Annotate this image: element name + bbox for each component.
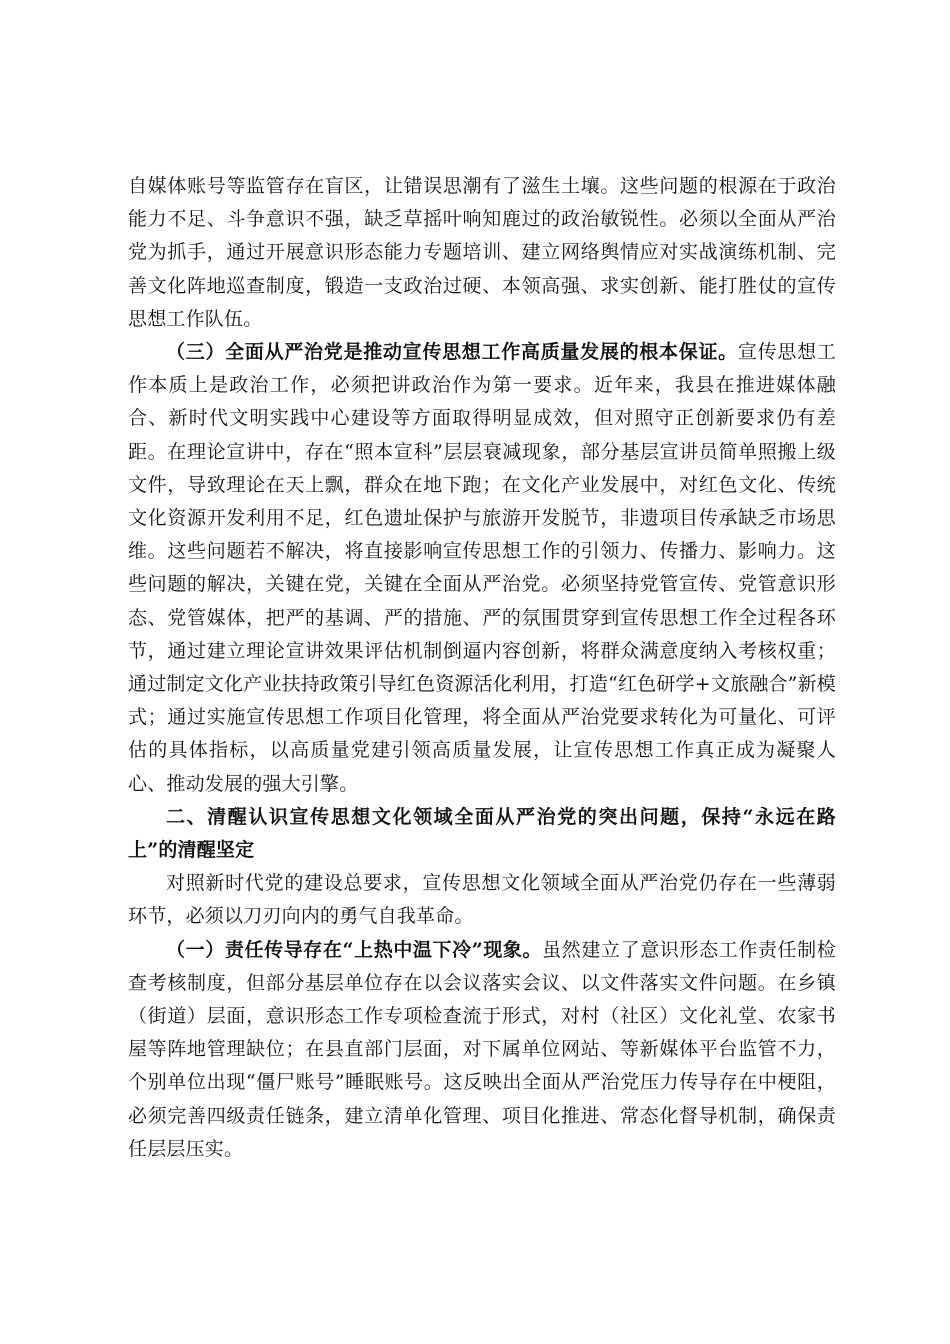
paragraph-section-three: [128, 336, 836, 801]
paragraph-text: 宣传思想工作本质上是政治工作，必须把讲政治作为第一要求。近年来，我县在推进媒体融合、新时代文明实践中心建设等方面取得明显成效，但对照守正创新要求仍有差距。在理论宣讲中，存在“照本宣科”层层衰减现象，部分基层宣讲员简单照搬上级文件，导致理论在天上飘，群众在地下跑；在文化产业发展中，对红色文化、传统文化资源开发利用不足，红色遗址保护与旅游开发脱节，非遗项目传承缺乏市场思维。这些问题若不解决，将直接影响宣传思想工作的引领力、传播力、影响力。这些问题的解决，关键在党，关键在全面从严治党。必须坚持党管宣传、党管意识形态、党管媒体，把严的基调、严的措施、严的氛围贯穿到宣传思想工作全过程各环节，通过建立理论宣讲效果评估机制倒逼内容创新，将群众满意度纳入考核权重；通过制定文化产业扶持政策引导红色资源活化利用，打造“红色研学+文旅融合”新模式；通过实施宣传思想工作项目化管理，将全面从严治党要求转化为可量化、可评估的具体指标，以高质量党建引领高质量发展，让宣传思想工作真正成为凝聚人心、推动发展的强大引擎。: [128, 341, 836, 795]
chapter-heading: [128, 801, 836, 867]
paragraph-text: 自媒体账号等监管存在盲区，让错误思潮有了滋生土壤。这些问题的根源在于政治能力不足、斗争意识不强，缺乏草摇叶响知鹿过的政治敏锐性。必须以全面从严治党为抓手，通过开展意识形态能力专题培训、建立网络舆情应对实战演练机制、完善文化阵地巡查制度，锻造一支政治过硬、本领高强、求实创新、能打胜仗的宣传思想工作队伍。: [128, 175, 836, 330]
paragraph-text: 虽然建立了意识形态工作责任制检查考核制度，但部分基层单位存在以会议落实会议、以文件落实文件问题。在乡镇（街道）层面，意识形态工作专项检查流于形式，对村（社区）文化礼堂、农家书屋等阵地管理缺位；在县直部门层面，对下属单位网站、等新媒体平台监管不力，个别单位出现“僵尸账号”睡眠账号。这反映出全面从严治党压力传导存在中梗阻，必须完善四级责任链条，建立清单化管理、项目化推进、常态化督导机制，确保责任层层压实。: [128, 938, 836, 1160]
section-heading-inline: （三）全面从严治党是推动宣传思想工作高质量发展的根本保证。: [166, 341, 738, 364]
chapter-heading-text: 二、清醒认识宣传思想文化领域全面从严治党的突出问题，保持“永远在路上”的清醒坚定: [128, 805, 836, 862]
paragraph-section-one: [128, 934, 836, 1166]
paragraph-intro: [128, 867, 836, 933]
document-body: [128, 170, 836, 1166]
paragraph-continuation: [128, 170, 836, 336]
paragraph-text: 对照新时代党的建设总要求，宣传思想文化领域全面从严治党仍存在一些薄弱环节，必须以刀刃向内的勇气自我革命。: [128, 872, 836, 928]
section-heading-inline: （一）责任传导存在“上热中温下冷”现象。: [166, 938, 543, 961]
